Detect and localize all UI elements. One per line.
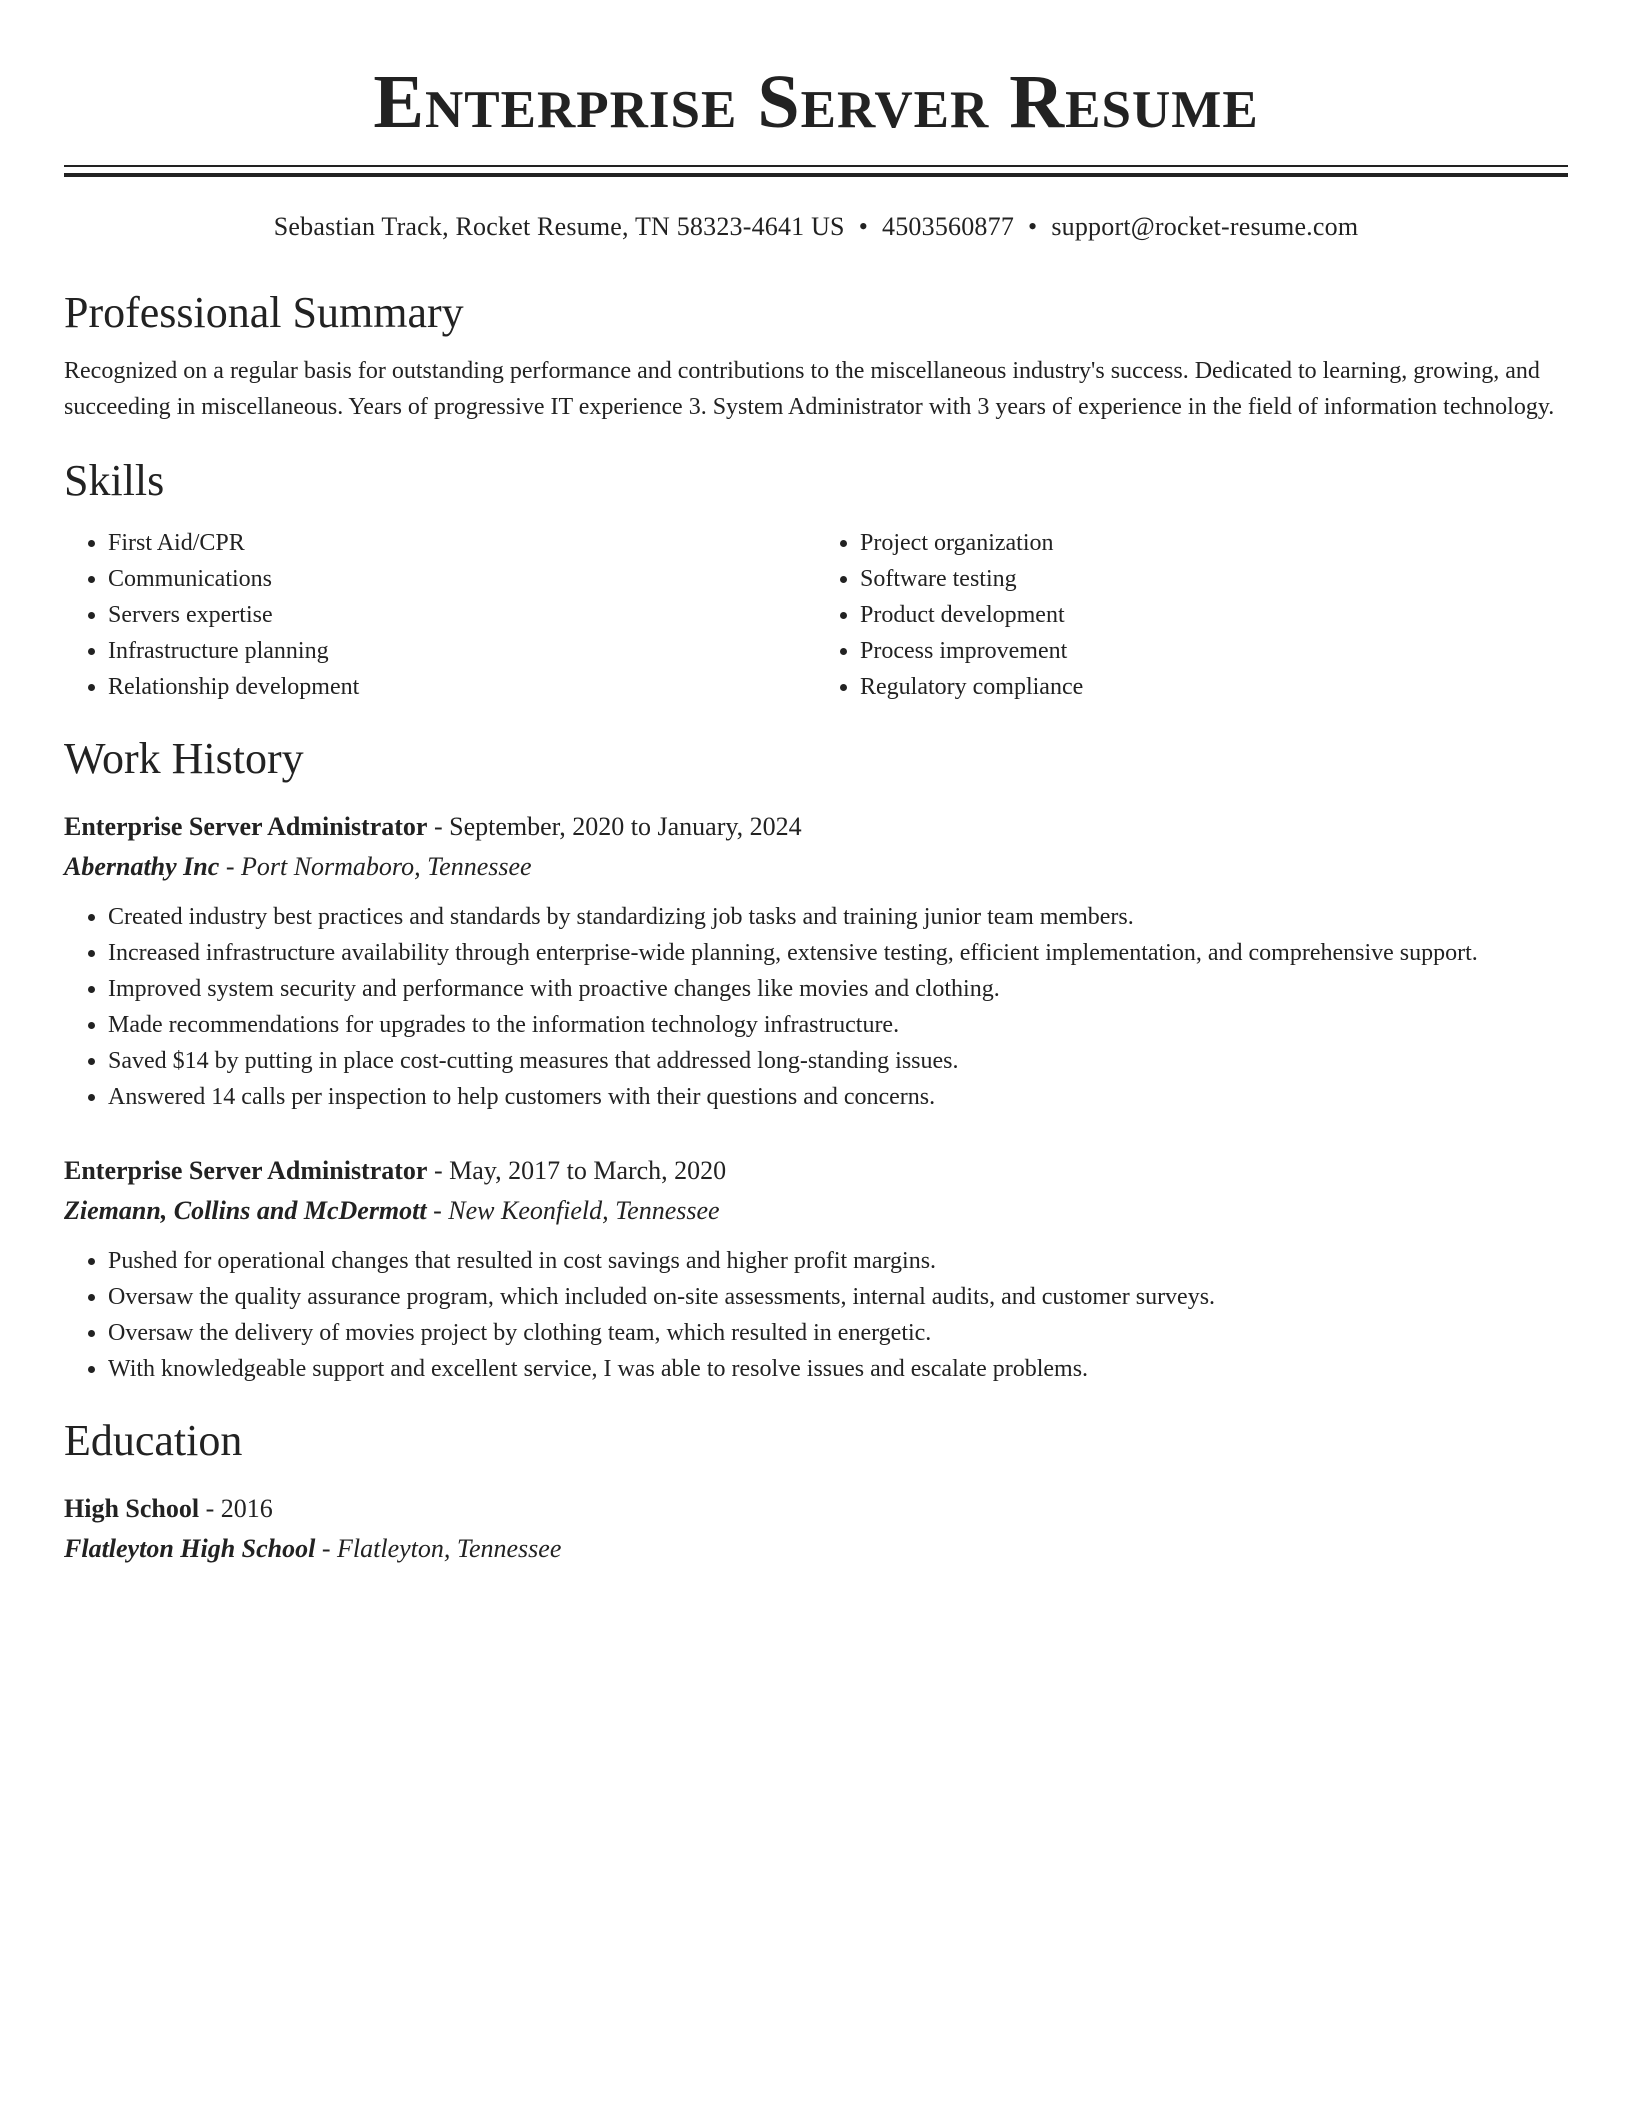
contact-email: support@rocket-resume.com — [1051, 212, 1359, 241]
summary-heading: Professional Summary — [64, 288, 464, 337]
education-entry — [64, 1489, 1568, 1569]
job-bullet: • Saved $14 by putting in place cost-cutting measures that addressed long-standing issues. — [108, 1043, 1568, 1079]
job-company: Ziemann, Collins and McDermott — [64, 1196, 427, 1225]
job-bullet: • Improved system security and performance with proactive changes like movies and clothing. — [108, 971, 1568, 1007]
job-bullet: • Created industry best practices and standards by standardizing job tasks and training junior team members. — [108, 899, 1568, 935]
skills-heading: Skills — [64, 456, 165, 505]
resume-title: Enterprise Server Resume — [373, 60, 1259, 144]
skill-item: • Infrastructure planning — [108, 633, 816, 669]
skill-item: • Servers expertise — [108, 597, 816, 633]
job-bullet: • Pushed for operational changes that resulted in cost savings and higher profit margins. — [108, 1243, 1568, 1279]
title-rule-thick — [64, 173, 1568, 177]
education-degree-line — [64, 1489, 1568, 1529]
job-bullet: • Oversaw the delivery of movies project by clothing team, which resulted in energetic. — [108, 1315, 1568, 1351]
skill-item: • Communications — [108, 561, 816, 597]
skill-item: • Product development — [860, 597, 1568, 633]
skills-column-right — [816, 525, 1568, 705]
summary-text: Recognized on a regular basis for outstanding performance and contributions to the miscellaneous industry's success. Dedicated to learning, growing, and succeeding in miscellaneous. Years of progressive IT experience 3. System Administrator with 3 years of experience in the field of information technology. — [64, 358, 1555, 420]
education-heading: Education — [64, 1416, 243, 1465]
contact-address: Sebastian Track, Rocket Resume, TN 58323-4641 US — [273, 212, 845, 241]
job-title-line — [64, 807, 1568, 847]
job-entry — [64, 807, 1568, 1115]
job-title-line — [64, 1151, 1568, 1191]
job-bullet: • Made recommendations for upgrades to the information technology infrastructure. — [108, 1007, 1568, 1043]
job-location: - Port Normaboro, Tennessee — [219, 852, 532, 881]
job-bullet: • Increased infrastructure availability through enterprise-wide planning, extensive testing, efficient implementation, and comprehensive support. — [108, 935, 1568, 971]
job-company-line — [64, 847, 1568, 887]
job-dates: - September, 2020 to January, 2024 — [427, 812, 802, 841]
job-title: Enterprise Server Administrator — [64, 812, 428, 841]
contact-separator: • — [858, 212, 869, 241]
job-entry — [64, 1151, 1568, 1387]
job-bullets — [64, 899, 1568, 1115]
job-bullets — [64, 1243, 1568, 1387]
title-rule-thin — [64, 165, 1568, 167]
education-school-line — [64, 1529, 1568, 1569]
contact-separator: • — [1028, 212, 1038, 241]
job-bullet: • With knowledgeable support and excellent service, I was able to resolve issues and escalate problems. — [108, 1351, 1568, 1387]
education-degree: High School — [64, 1494, 200, 1523]
skill-item: • Process improvement — [860, 633, 1568, 669]
job-dates: - May, 2017 to March, 2020 — [427, 1156, 727, 1185]
job-company-line — [64, 1191, 1568, 1231]
skill-item: • Software testing — [860, 561, 1568, 597]
work-history-heading: Work History — [64, 734, 304, 783]
job-location: - New Keonfield, Tennessee — [426, 1196, 720, 1225]
education-location: - Flatleyton, Tennessee — [315, 1534, 562, 1563]
skill-item: • First Aid/CPR — [108, 525, 816, 561]
education-school: Flatleyton High School — [64, 1534, 316, 1563]
education-year: - 2016 — [199, 1494, 273, 1523]
job-company: Abernathy Inc — [64, 852, 220, 881]
job-title: Enterprise Server Administrator — [64, 1156, 428, 1185]
job-bullet: • Oversaw the quality assurance program, which included on-site assessments, internal audits, and customer surveys. — [108, 1279, 1568, 1315]
contact-line — [64, 211, 1568, 243]
job-bullet: • Answered 14 calls per inspection to help customers with their questions and concerns. — [108, 1079, 1568, 1115]
skills-column-left — [64, 525, 816, 705]
skills-list — [64, 525, 1568, 705]
contact-phone: 4503560877 — [882, 212, 1015, 241]
skill-item: • Relationship development — [108, 669, 816, 705]
skill-item: • Project organization — [860, 525, 1568, 561]
skill-item: • Regulatory compliance — [860, 669, 1568, 705]
